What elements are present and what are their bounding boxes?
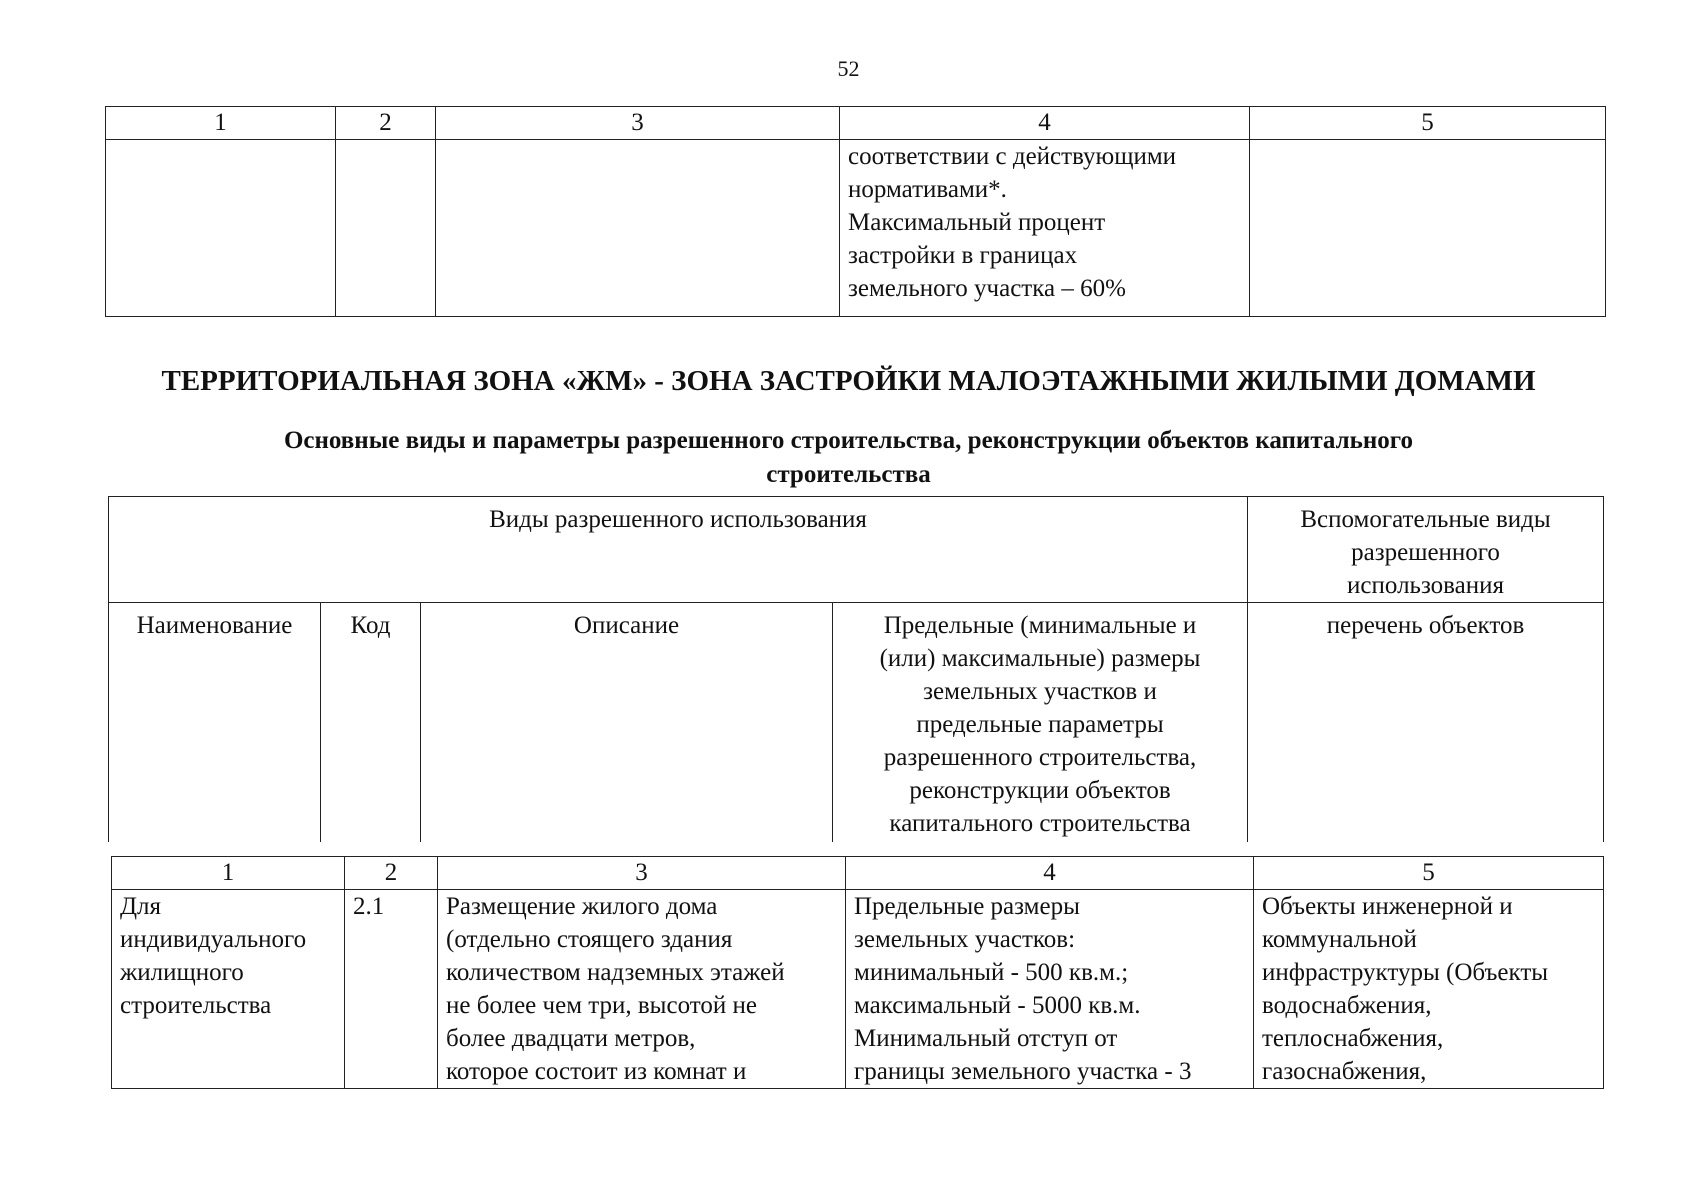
text-line: Предельные размеры — [854, 893, 1080, 920]
main-table — [111, 856, 1604, 1089]
text-line: (или) максимальные) размеры — [879, 645, 1201, 672]
text-line: теплоснабжения, — [1262, 1025, 1444, 1052]
text-line: жилищного — [120, 959, 244, 986]
text-line: Объекты инженерной и — [1262, 893, 1513, 920]
column-number-3: 3 — [436, 107, 840, 140]
cell-empty — [436, 140, 840, 317]
page-number: 52 — [837, 56, 860, 81]
text-line: земельных участков: — [854, 926, 1076, 953]
text-line: более двадцати метров, — [446, 1025, 696, 1052]
text-line: водоснабжения, — [1262, 992, 1432, 1019]
column-header-name: Наименование — [109, 603, 321, 843]
subtitle-line: строительства — [766, 461, 931, 488]
header-table — [108, 496, 1604, 842]
text-line: Предельные (минимальные и — [883, 612, 1197, 639]
text-line: Для — [120, 893, 162, 920]
text-line: капитального строительства — [889, 810, 1191, 837]
text-line: Размещение жилого дома — [446, 893, 718, 920]
column-header-limits — [833, 603, 1248, 843]
text-line: индивидуального — [120, 926, 307, 953]
column-number-1: 1 — [106, 107, 336, 140]
cell-use-limits — [846, 890, 1254, 1089]
table-row — [112, 890, 1604, 1089]
text-line: строительства — [120, 992, 272, 1019]
text-line: застройки в границах — [848, 242, 1078, 269]
cell-limits-continued — [840, 140, 1250, 317]
column-number-3: 3 — [438, 857, 846, 890]
cell-empty — [336, 140, 436, 317]
text-line: земельного участка – 60% — [848, 275, 1126, 302]
text-line: предельные параметры — [916, 711, 1164, 738]
column-number-2: 2 — [336, 107, 436, 140]
subtitle-line: Основные виды и параметры разрешенного строительства, реконструкции объектов капитального — [283, 427, 1414, 454]
header-group-row — [109, 497, 1604, 603]
column-number-4: 4 — [846, 857, 1254, 890]
cell-use-name — [112, 890, 345, 1089]
column-number-row — [106, 107, 1606, 140]
header-columns-row — [109, 603, 1604, 843]
continuation-table — [105, 106, 1606, 317]
text-line: газоснабжения, — [1262, 1058, 1427, 1085]
text-line: разрешенного — [1351, 539, 1500, 566]
column-number-row — [112, 857, 1604, 890]
text-line: разрешенного строительства, — [883, 744, 1197, 771]
text-line: инфраструктуры (Объекты — [1262, 959, 1549, 986]
column-number-5: 5 — [1254, 857, 1604, 890]
text-line: Максимальный процент — [848, 209, 1106, 236]
text-line: соответствии с действующими — [848, 143, 1177, 170]
text-line: границы земельного участка - 3 — [854, 1058, 1192, 1085]
text-line: нормативами*. — [848, 176, 1007, 203]
text-line: реконструкции объектов — [909, 777, 1171, 804]
cell-use-description — [438, 890, 846, 1089]
text-line: использования — [1347, 572, 1505, 599]
group-header-permitted-uses: Виды разрешенного использования — [109, 497, 1248, 603]
text-line: минимальный - 500 кв.м.; — [854, 959, 1129, 986]
cell-empty — [106, 140, 336, 317]
zone-title: ТЕРРИТОРИАЛЬНАЯ ЗОНА «ЖМ» - ЗОНА ЗАСТРОЙКИ МАЛОЭТАЖНЫМИ ЖИЛЫМИ ДОМАМИ — [161, 365, 1536, 397]
column-header-object-list: перечень объектов — [1248, 603, 1604, 843]
text-line: которое состоит из комнат и — [446, 1058, 747, 1085]
column-header-code: Код — [321, 603, 421, 843]
text-line: количеством надземных этажей — [446, 959, 785, 986]
column-number-5: 5 — [1250, 107, 1606, 140]
cell-auxiliary-objects — [1254, 890, 1604, 1089]
text-line: не более чем три, высотой не — [446, 992, 757, 1019]
group-header-auxiliary-uses — [1248, 497, 1604, 603]
text-line: максимальный - 5000 кв.м. — [854, 992, 1141, 1019]
text-line: земельных участков и — [923, 678, 1157, 705]
text-line: (отдельно стоящего здания — [446, 926, 733, 953]
text-line: Минимальный отступ от — [854, 1025, 1118, 1052]
text-line: Вспомогательные виды — [1300, 506, 1551, 533]
column-number-2: 2 — [345, 857, 438, 890]
table-row — [106, 140, 1606, 317]
column-header-description: Описание — [421, 603, 833, 843]
text-line: коммунальной — [1262, 926, 1417, 953]
section-subtitle — [200, 424, 1497, 492]
cell-empty — [1250, 140, 1606, 317]
cell-use-code: 2.1 — [345, 890, 438, 1089]
column-number-4: 4 — [840, 107, 1250, 140]
column-number-1: 1 — [112, 857, 345, 890]
